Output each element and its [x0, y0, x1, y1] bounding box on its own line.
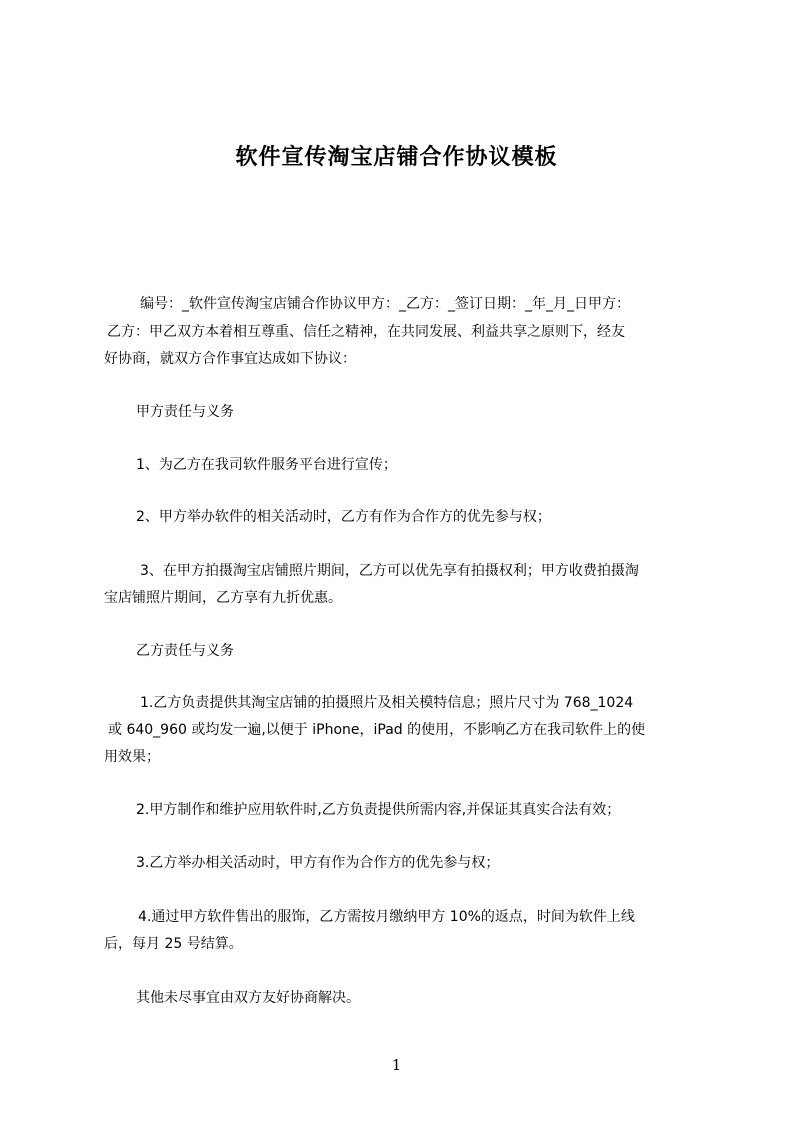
- intro-line-2: 乙方：甲乙双方本着相互尊重、信任之精神，在共同发展、利益共享之原则下，经友: [107, 324, 625, 340]
- party-b-item-2: 2.甲方制作和维护应用软件时,乙方负责提供所需内容,并保证其真实合法有效；: [136, 802, 621, 818]
- party-b-item-3: 3.乙方举办相关活动时，甲方有作为合作方的优先参与权；: [136, 855, 500, 871]
- party-b-item-1-line-3: 用效果；: [104, 749, 160, 765]
- closing-text: 其他未尽事宜由双方友好协商解决。: [136, 990, 360, 1006]
- document-title: 软件宣传淘宝店铺合作协议模板: [235, 145, 558, 170]
- party-b-item-4-line-1: 4.通过甲方软件售出的服饰，乙方需按月缴纳甲方 10%的返点，时间为软件上线: [138, 909, 635, 925]
- party-b-item-1-line-1: 1.乙方负责提供其淘宝店铺的拍摄照片及相关模特信息；照片尺寸为 768_1024: [140, 695, 634, 711]
- intro-line-3: 好协商，就双方合作事宜达成如下协议：: [104, 351, 356, 367]
- party-a-item-3-line-2: 宝店铺照片期间，乙方享有九折优惠。: [104, 590, 342, 606]
- party-b-item-1-line-2: 或 640_960 或均发一遍,以便于 iPhone，iPad 的使用，不影响乙方在我司软件上的使: [108, 722, 646, 738]
- party-b-item-4-line-2: 后，每月 25 号结算。: [104, 936, 243, 952]
- party-a-item-1: 1、为乙方在我司软件服务平台进行宣传；: [136, 457, 397, 473]
- page-number: 1: [391, 1056, 402, 1074]
- party-a-item-3-line-1: 3、在甲方拍摄淘宝店铺照片期间，乙方可以优先享有拍摄权利；甲方收费拍摄淘: [140, 563, 639, 579]
- party-a-item-2: 2、甲方举办软件的相关活动时，乙方有作为合作方的优先参与权；: [136, 509, 551, 525]
- party-b-heading: 乙方责任与义务: [136, 643, 234, 659]
- intro-line-1: 编号：_软件宣传淘宝店铺合作协议甲方：_乙方：_签订日期：_年_月_日甲方：: [140, 296, 630, 312]
- party-a-heading: 甲方责任与义务: [136, 404, 234, 420]
